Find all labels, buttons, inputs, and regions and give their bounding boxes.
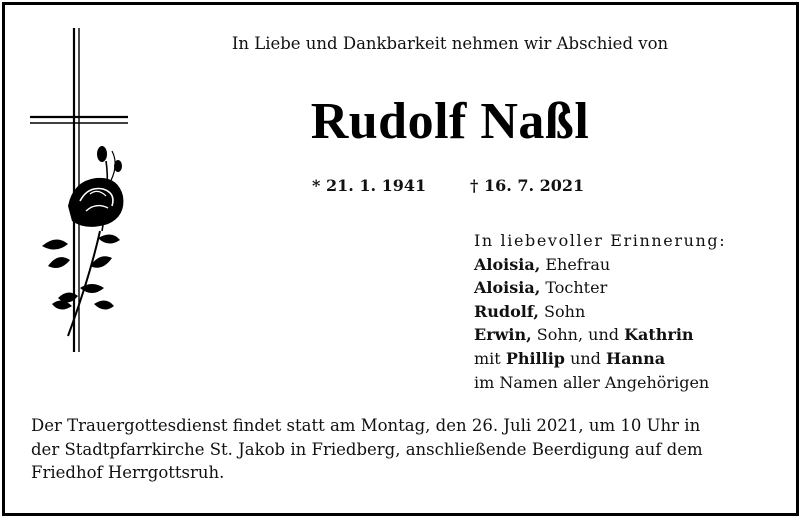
- mourner-line: Aloisia, Tochter: [474, 278, 608, 298]
- death-date: † 16. 7. 2021: [470, 176, 585, 195]
- mourner-line: mit Phillip und Hanna: [474, 348, 666, 368]
- service-line: Friedhof Herrgottsruh.: [31, 463, 225, 482]
- service-line: der Stadtpfarrkirche St. Jakob in Friedberg, anschließende Beerdigung auf dem: [31, 439, 703, 459]
- intro-line: In Liebe und Dankbarkeit nehmen wir Abschied von: [231, 34, 669, 53]
- mourner-line: im Namen aller Angehörigen: [474, 372, 710, 392]
- mourner-line: Aloisia, Ehefrau: [474, 254, 611, 274]
- mourners-list: [474, 229, 726, 394]
- mourner-line: Erwin, Sohn, und Kathrin: [474, 325, 694, 345]
- service-line: Der Trauergottesdienst findet statt am Montag, den 26. Juli 2021, um 10 Uhr in: [31, 416, 701, 435]
- mourner-line: Rudolf, Sohn: [474, 301, 586, 321]
- mourners-lead: In liebevoller Erinnerung:: [474, 231, 727, 250]
- cross-with-rose-icon: [28, 26, 138, 356]
- service-info: [31, 414, 771, 485]
- deceased-name: Rudolf Naßl: [310, 93, 590, 150]
- birth-date: * 21. 1. 1941: [312, 176, 427, 195]
